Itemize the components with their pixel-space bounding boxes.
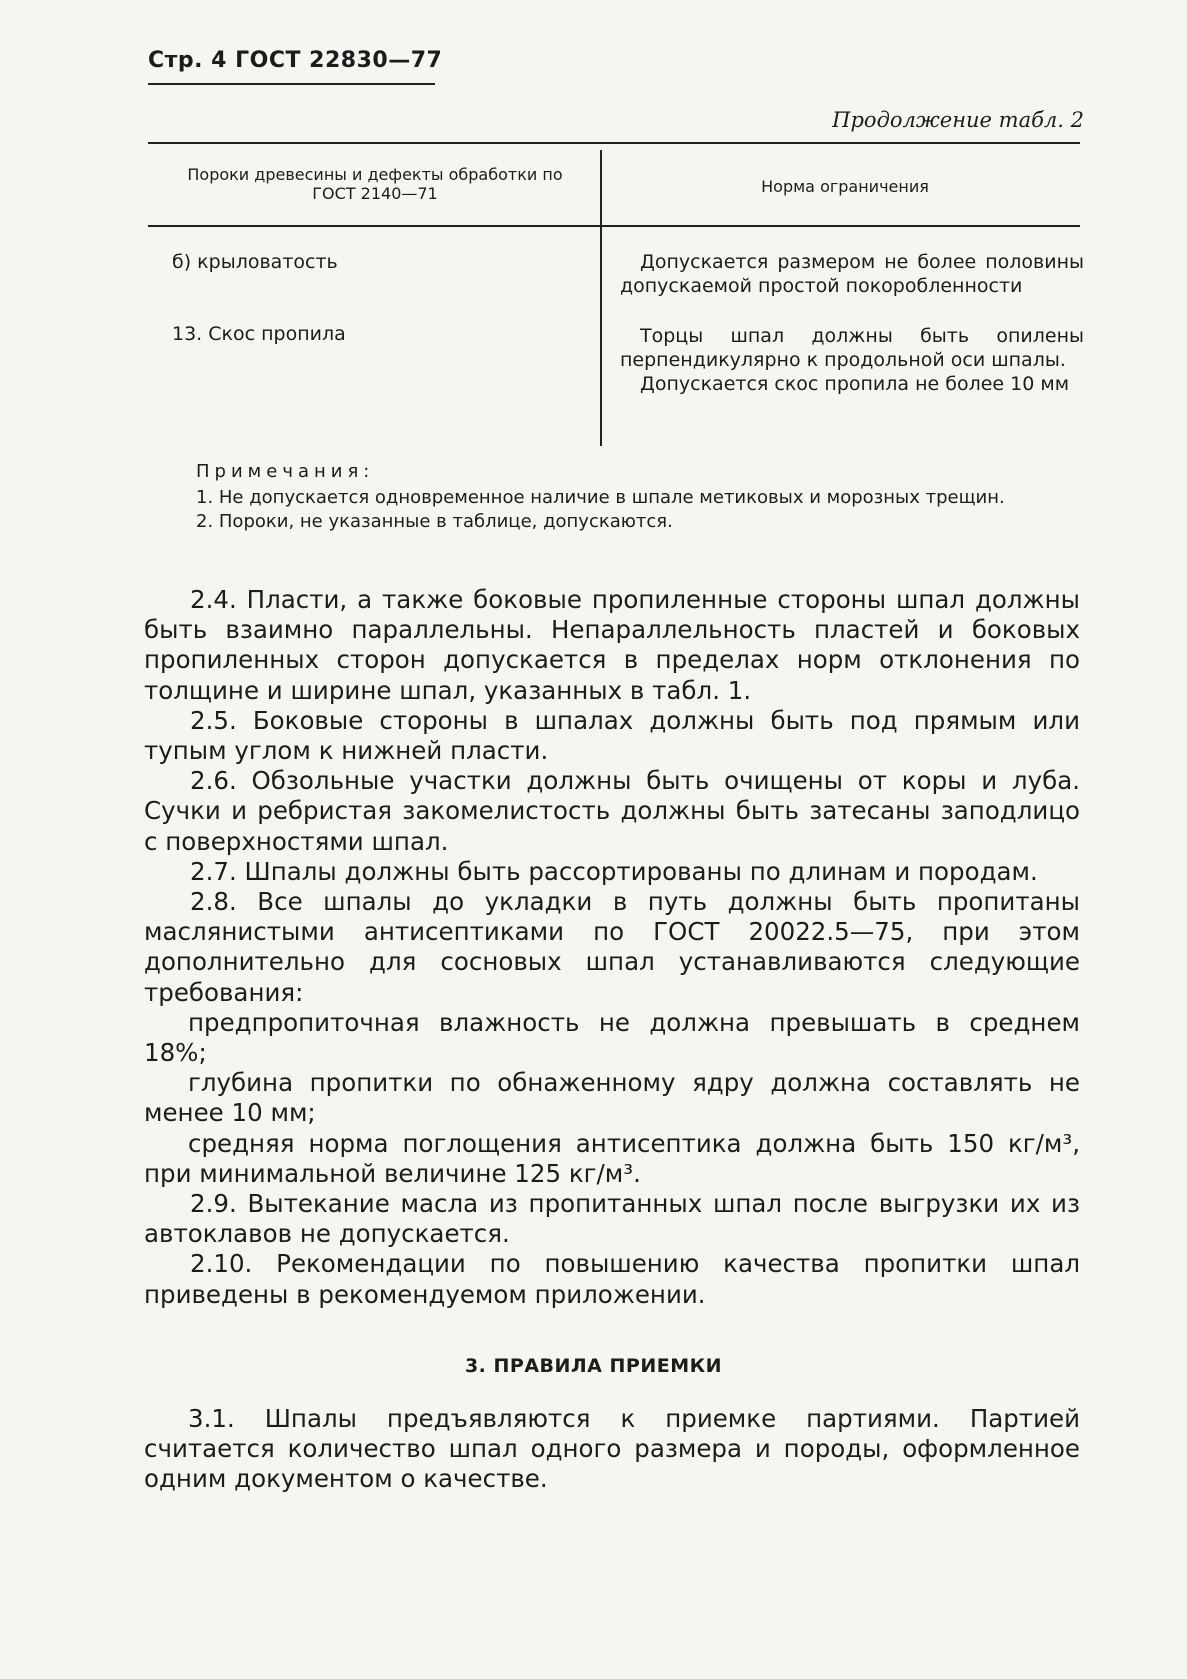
requirement-item: средняя норма поглощения антисептика должна быть 150 кг/м³, при минимальной величине 125 кг/м³.: [144, 1128, 1080, 1188]
table-cell-norm: [620, 250, 1084, 298]
section-body: [144, 1404, 1080, 1495]
paragraph: 2.7. Шпалы должны быть рассортированы по длинам и породам.: [190, 856, 1038, 886]
table-cell-norm: [620, 324, 1084, 396]
table-header-rule: [148, 225, 1080, 227]
norm-text: Допускается скос пропила не более 10 мм: [640, 373, 1070, 395]
page-header: Стр. 4 ГОСТ 22830—77: [148, 48, 443, 73]
norm-text: Допускается размером не более половины допускаемой простой покоробленности: [620, 251, 1084, 297]
table-cell-defect: б) крыловатость: [172, 251, 338, 273]
table-continuation-label: Продолжение табл. 2: [832, 108, 1084, 132]
norm-text: Торцы шпал должны быть опилены перпендикулярно к продольной оси шпалы.: [620, 325, 1084, 371]
table-cell-defect: 13. Скос пропила: [172, 323, 346, 345]
requirement-item: предпропиточная влажность не должна превышать в среднем 18%;: [144, 1007, 1080, 1068]
paragraph: 3.1. Шпалы предъявляются к приемке партиями. Партией считается количество шпал одного размера и породы, оформленное одним документом о качестве.: [144, 1404, 1080, 1494]
table-notes: [196, 460, 1086, 534]
table-header-norm: Норма ограничения: [761, 177, 929, 196]
table-top-rule: [148, 142, 1080, 144]
notes-title: Примечания:: [196, 461, 375, 482]
note-item: 2. Пороки, не указанные в таблице, допускаются.: [196, 511, 673, 532]
paragraph: 2.6. Обзольные участки должны быть очищены от коры и луба. Сучки и ребристая закомелистость должны быть затесаны заподлицо с поверхностями шпал.: [144, 766, 1080, 856]
paragraph: 2.10. Рекомендации по повышению качества пропитки шпал приведены в рекомендуемом приложении.: [144, 1249, 1080, 1309]
section-heading: 3. ПРАВИЛА ПРИЕМКИ: [464, 1355, 723, 1377]
paragraph: 2.5. Боковые стороны в шпалах должны быть под прямым или тупым углом к нижней пласти.: [144, 705, 1080, 766]
note-item: 1. Не допускается одновременное наличие в шпале метиковых и морозных трещин.: [196, 487, 1005, 508]
body-text: [144, 585, 1080, 1310]
paragraph: 2.4. Пласти, а также боковые пропиленные стороны шпал должны быть взаимно параллельны. Непараллельность пластей и боковых пропиленных сторон допускается в пределах норм отклонения по толщине и ширине шпал, указанных в табл. 1.: [144, 585, 1080, 705]
table-column-divider: [600, 150, 602, 446]
paragraph: 2.9. Вытекание масла из пропитанных шпал после выгрузки их из автоклавов не допускается.: [144, 1189, 1080, 1249]
table-header-defects: Пороки древесины и дефекты обработки по ГОСТ 2140—71: [187, 165, 563, 203]
paragraph: 2.8. Все шпалы до укладки в путь должны быть пропитаны маслянистыми антисептиками по ГОСТ 20022.5—75, при этом дополнительно для сосновых шпал устанавливаются следующие требования:: [144, 887, 1080, 1007]
requirement-item: глубина пропитки по обнаженному ядру должна составлять не менее 10 мм;: [144, 1068, 1080, 1128]
header-underline: [148, 83, 435, 85]
